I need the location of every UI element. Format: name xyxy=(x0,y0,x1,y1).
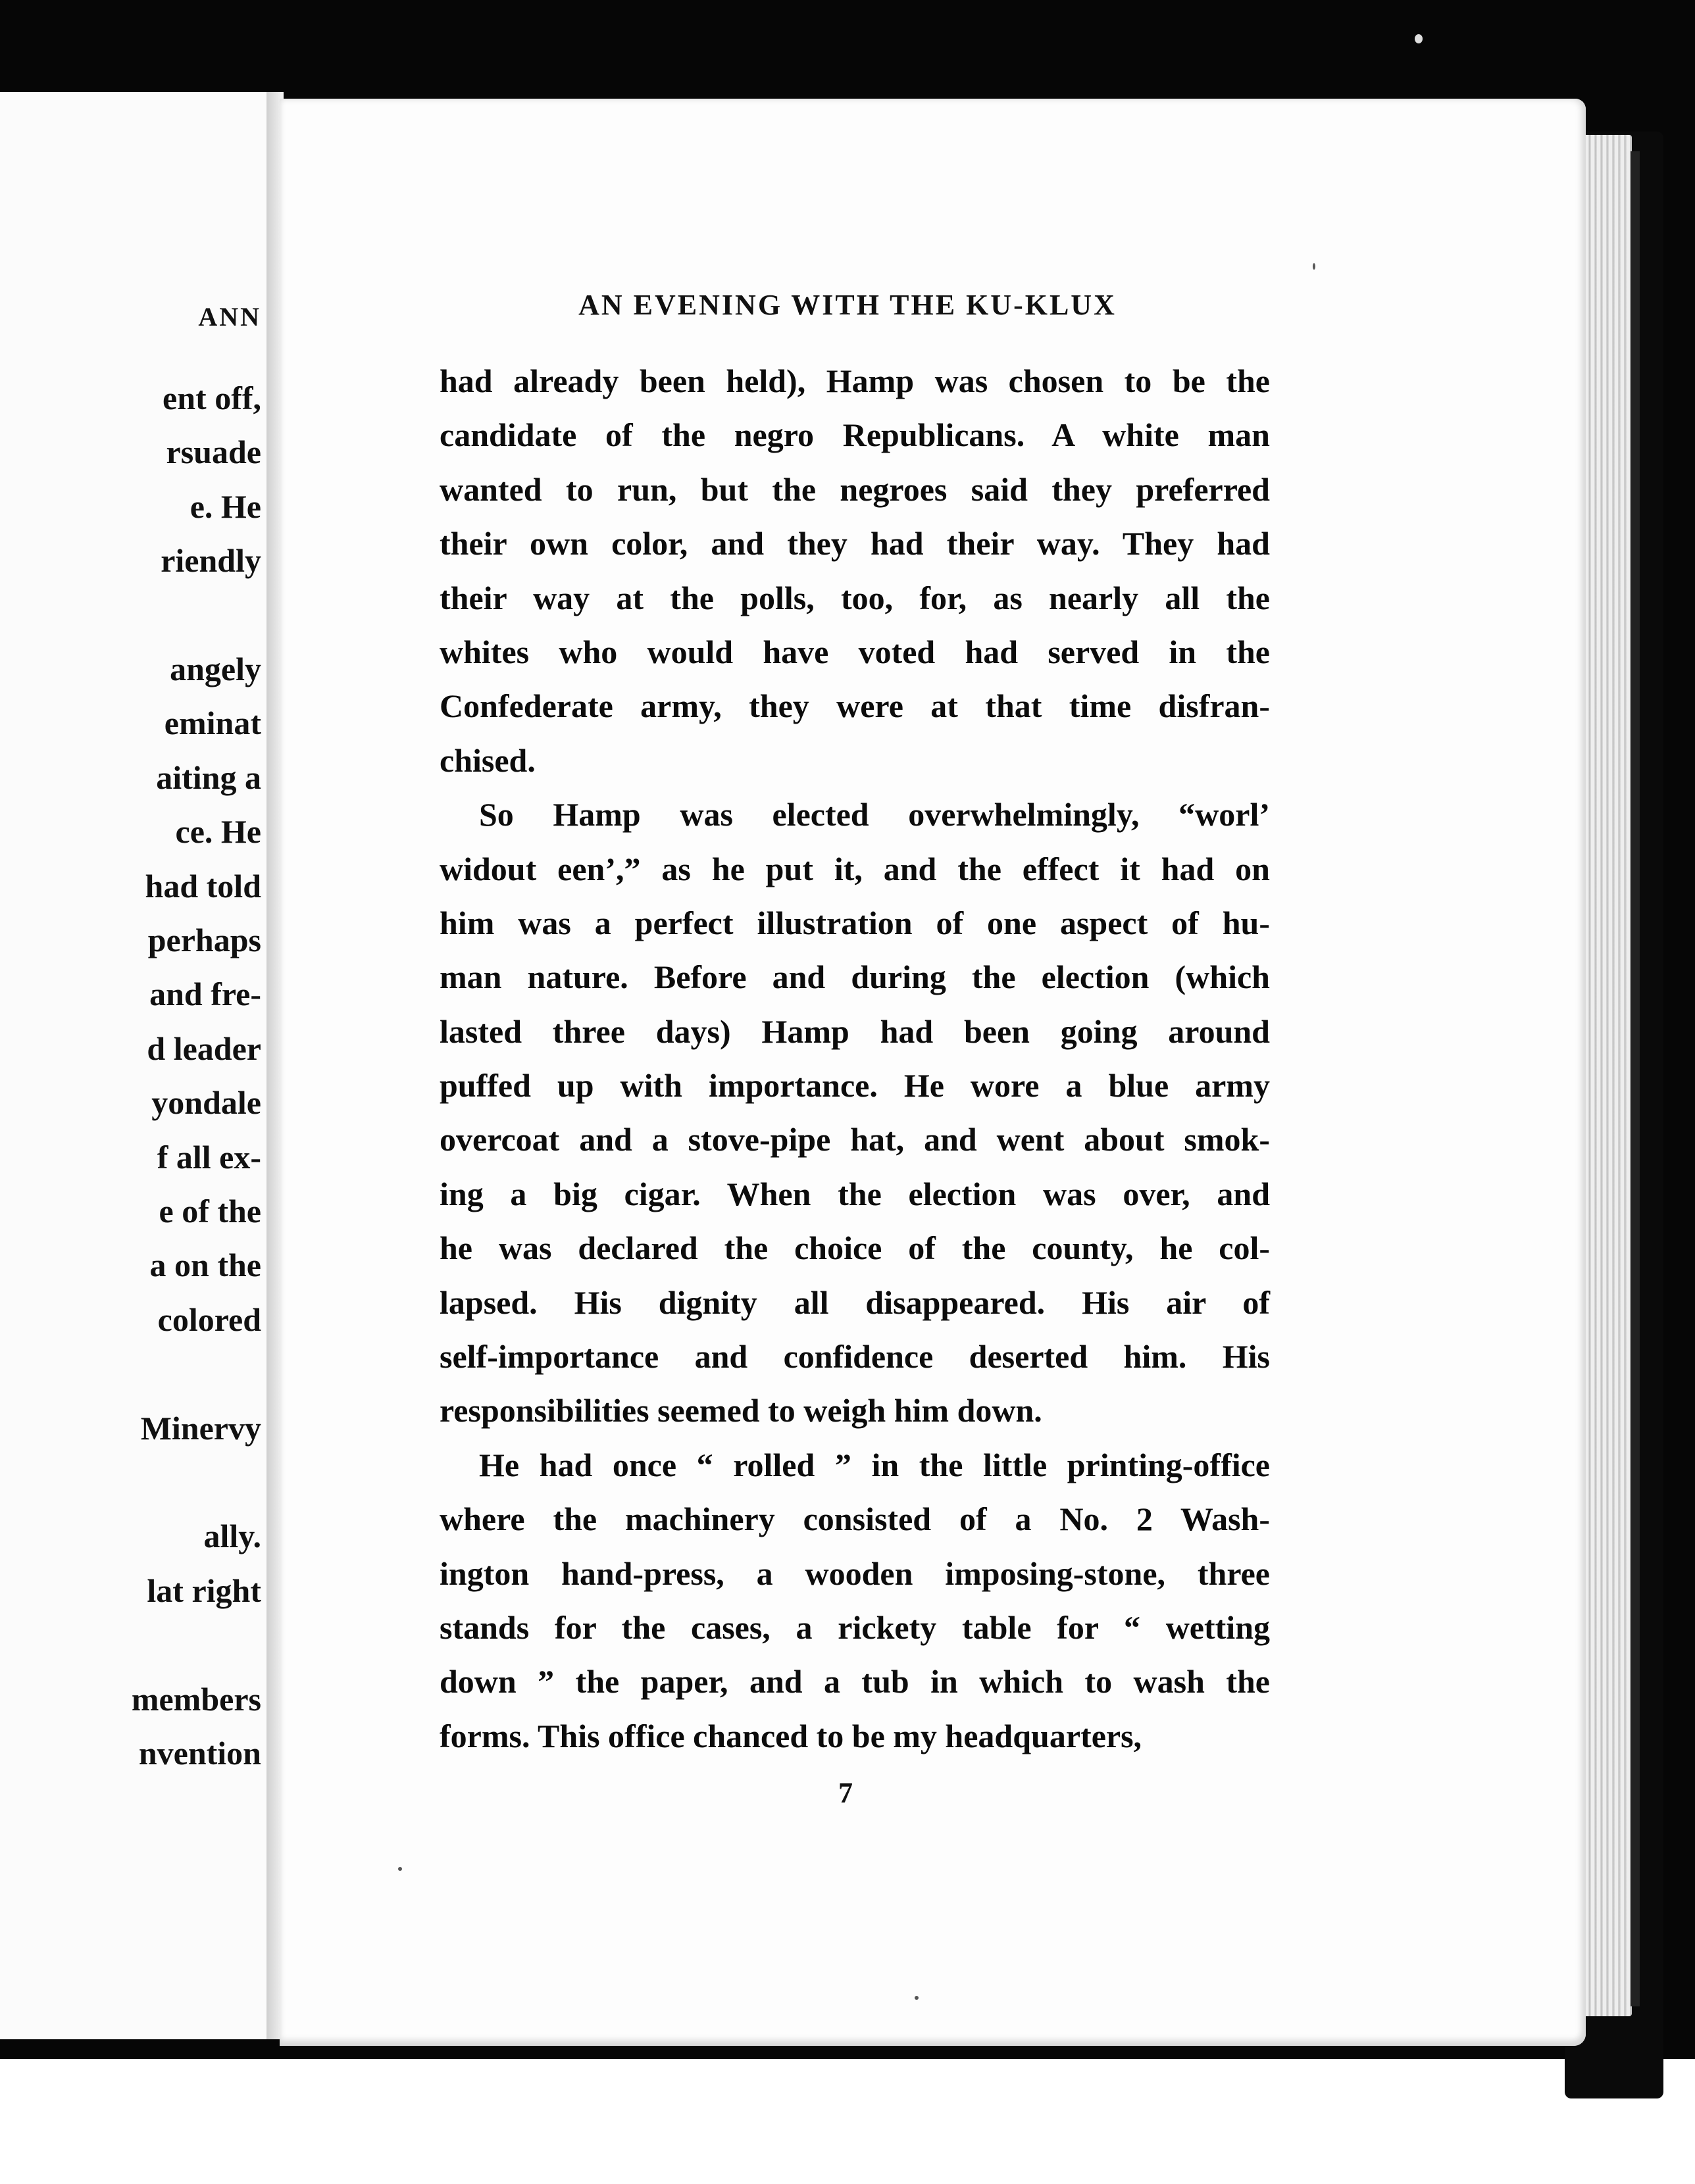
text-line: puffed up with importance. He wore a blue army xyxy=(440,1067,1270,1104)
left-page-line-fragment: d leader xyxy=(147,1030,261,1067)
left-page-line-fragment: and fre- xyxy=(149,976,261,1013)
scan-speck xyxy=(1313,263,1315,270)
text-line: So Hamp was elected overwhelmingly, “worl’ xyxy=(479,796,1270,833)
text-line: their way at the polls, too, for, as nearly all the xyxy=(440,579,1270,616)
left-page-line-fragment: e. He xyxy=(190,487,261,525)
left-page-line-fragment: ent off, xyxy=(163,380,261,416)
text-line: chised. xyxy=(440,741,536,779)
scan-speck xyxy=(915,1996,919,2000)
left-page-line-fragment: aiting a xyxy=(156,758,261,796)
left-page-header-fragment: ANN xyxy=(198,302,261,332)
text-line: Confederate army, they were at that time disfran- xyxy=(440,687,1270,725)
page-block-edge xyxy=(1579,135,1632,2016)
page-number: 7 xyxy=(838,1777,853,1809)
left-page-line-fragment: e of the xyxy=(159,1193,261,1229)
left-page-fragment xyxy=(0,92,268,2039)
text-line: ington hand-press, a wooden imposing-stone, three xyxy=(440,1554,1270,1592)
text-line: forms. This office chanced to be my headquarters, xyxy=(440,1717,1142,1754)
left-page-line-fragment: colored xyxy=(157,1301,261,1338)
left-page-line-fragment: ce. He xyxy=(175,813,261,851)
text-line: lasted three days) Hamp had been going around xyxy=(440,1012,1270,1050)
left-page-line-fragment: Minervy xyxy=(140,1409,261,1447)
text-line: down ” the paper, and a tub in which to wash the xyxy=(440,1663,1270,1700)
page-body-text xyxy=(440,354,1270,1763)
left-page-line-fragment: f all ex- xyxy=(157,1138,261,1176)
left-page-line-fragment: rsuade xyxy=(166,434,261,471)
text-line: whites who would have voted had served in the xyxy=(440,633,1270,670)
text-line: where the machinery consisted of a No. 2 Wash- xyxy=(440,1501,1270,1538)
left-page-line-fragment: lat right xyxy=(147,1572,261,1609)
text-line: He had once “ rolled ” in the little printing-office xyxy=(479,1446,1270,1483)
left-page-line-fragment: a on the xyxy=(149,1247,261,1284)
left-page-line-fragment: nvention xyxy=(138,1735,261,1772)
text-line: him was a perfect illustration of one aspect of hu- xyxy=(440,904,1270,941)
left-page-line-fragment: angely xyxy=(170,651,261,687)
text-line: lapsed. His dignity all disappeared. His air of xyxy=(440,1283,1270,1321)
text-line: self-importance and confidence deserted him. His xyxy=(440,1338,1270,1376)
left-page-line-fragment: eminat xyxy=(164,705,261,742)
text-line: ing a big cigar. When the election was over, and xyxy=(440,1175,1270,1212)
scanner-bed xyxy=(0,2059,1695,2184)
text-line: he was declared the choice of the county, he col- xyxy=(440,1229,1270,1267)
text-line: overcoat and a stove-pipe hat, and went about smok- xyxy=(440,1121,1270,1158)
scan-speck xyxy=(398,1867,402,1871)
text-line: wanted to run, but the negroes said they preferred xyxy=(440,470,1270,508)
left-page-line-fragment: had told xyxy=(145,867,261,905)
left-page-line-fragment: riendly xyxy=(161,542,261,580)
book-spine-shadow xyxy=(1631,151,1640,2006)
left-page-line-fragment: perhaps xyxy=(147,922,261,958)
text-line: had already been held), Hamp was chosen to be the xyxy=(440,362,1270,399)
text-line: candidate of the negro Republicans. A white man xyxy=(440,416,1270,454)
scan-speck xyxy=(1415,34,1423,43)
text-line: responsibilities seemed to weigh him down. xyxy=(440,1392,1042,1429)
left-page-line-fragment: members xyxy=(131,1680,261,1718)
text-line: stands for the cases, a rickety table for “ wetting xyxy=(440,1608,1270,1646)
text-line: man nature. Before and during the election (which xyxy=(440,958,1270,996)
text-line: their own color, and they had their way. They had xyxy=(440,525,1270,562)
left-page-line-fragment: ally. xyxy=(203,1518,261,1555)
text-line: widout een’,” as he put it, and the effect it had on xyxy=(440,850,1270,887)
running-head: AN EVENING WITH THE KU-KLUX xyxy=(578,289,1117,321)
left-page-line-fragment: yondale xyxy=(151,1084,261,1122)
